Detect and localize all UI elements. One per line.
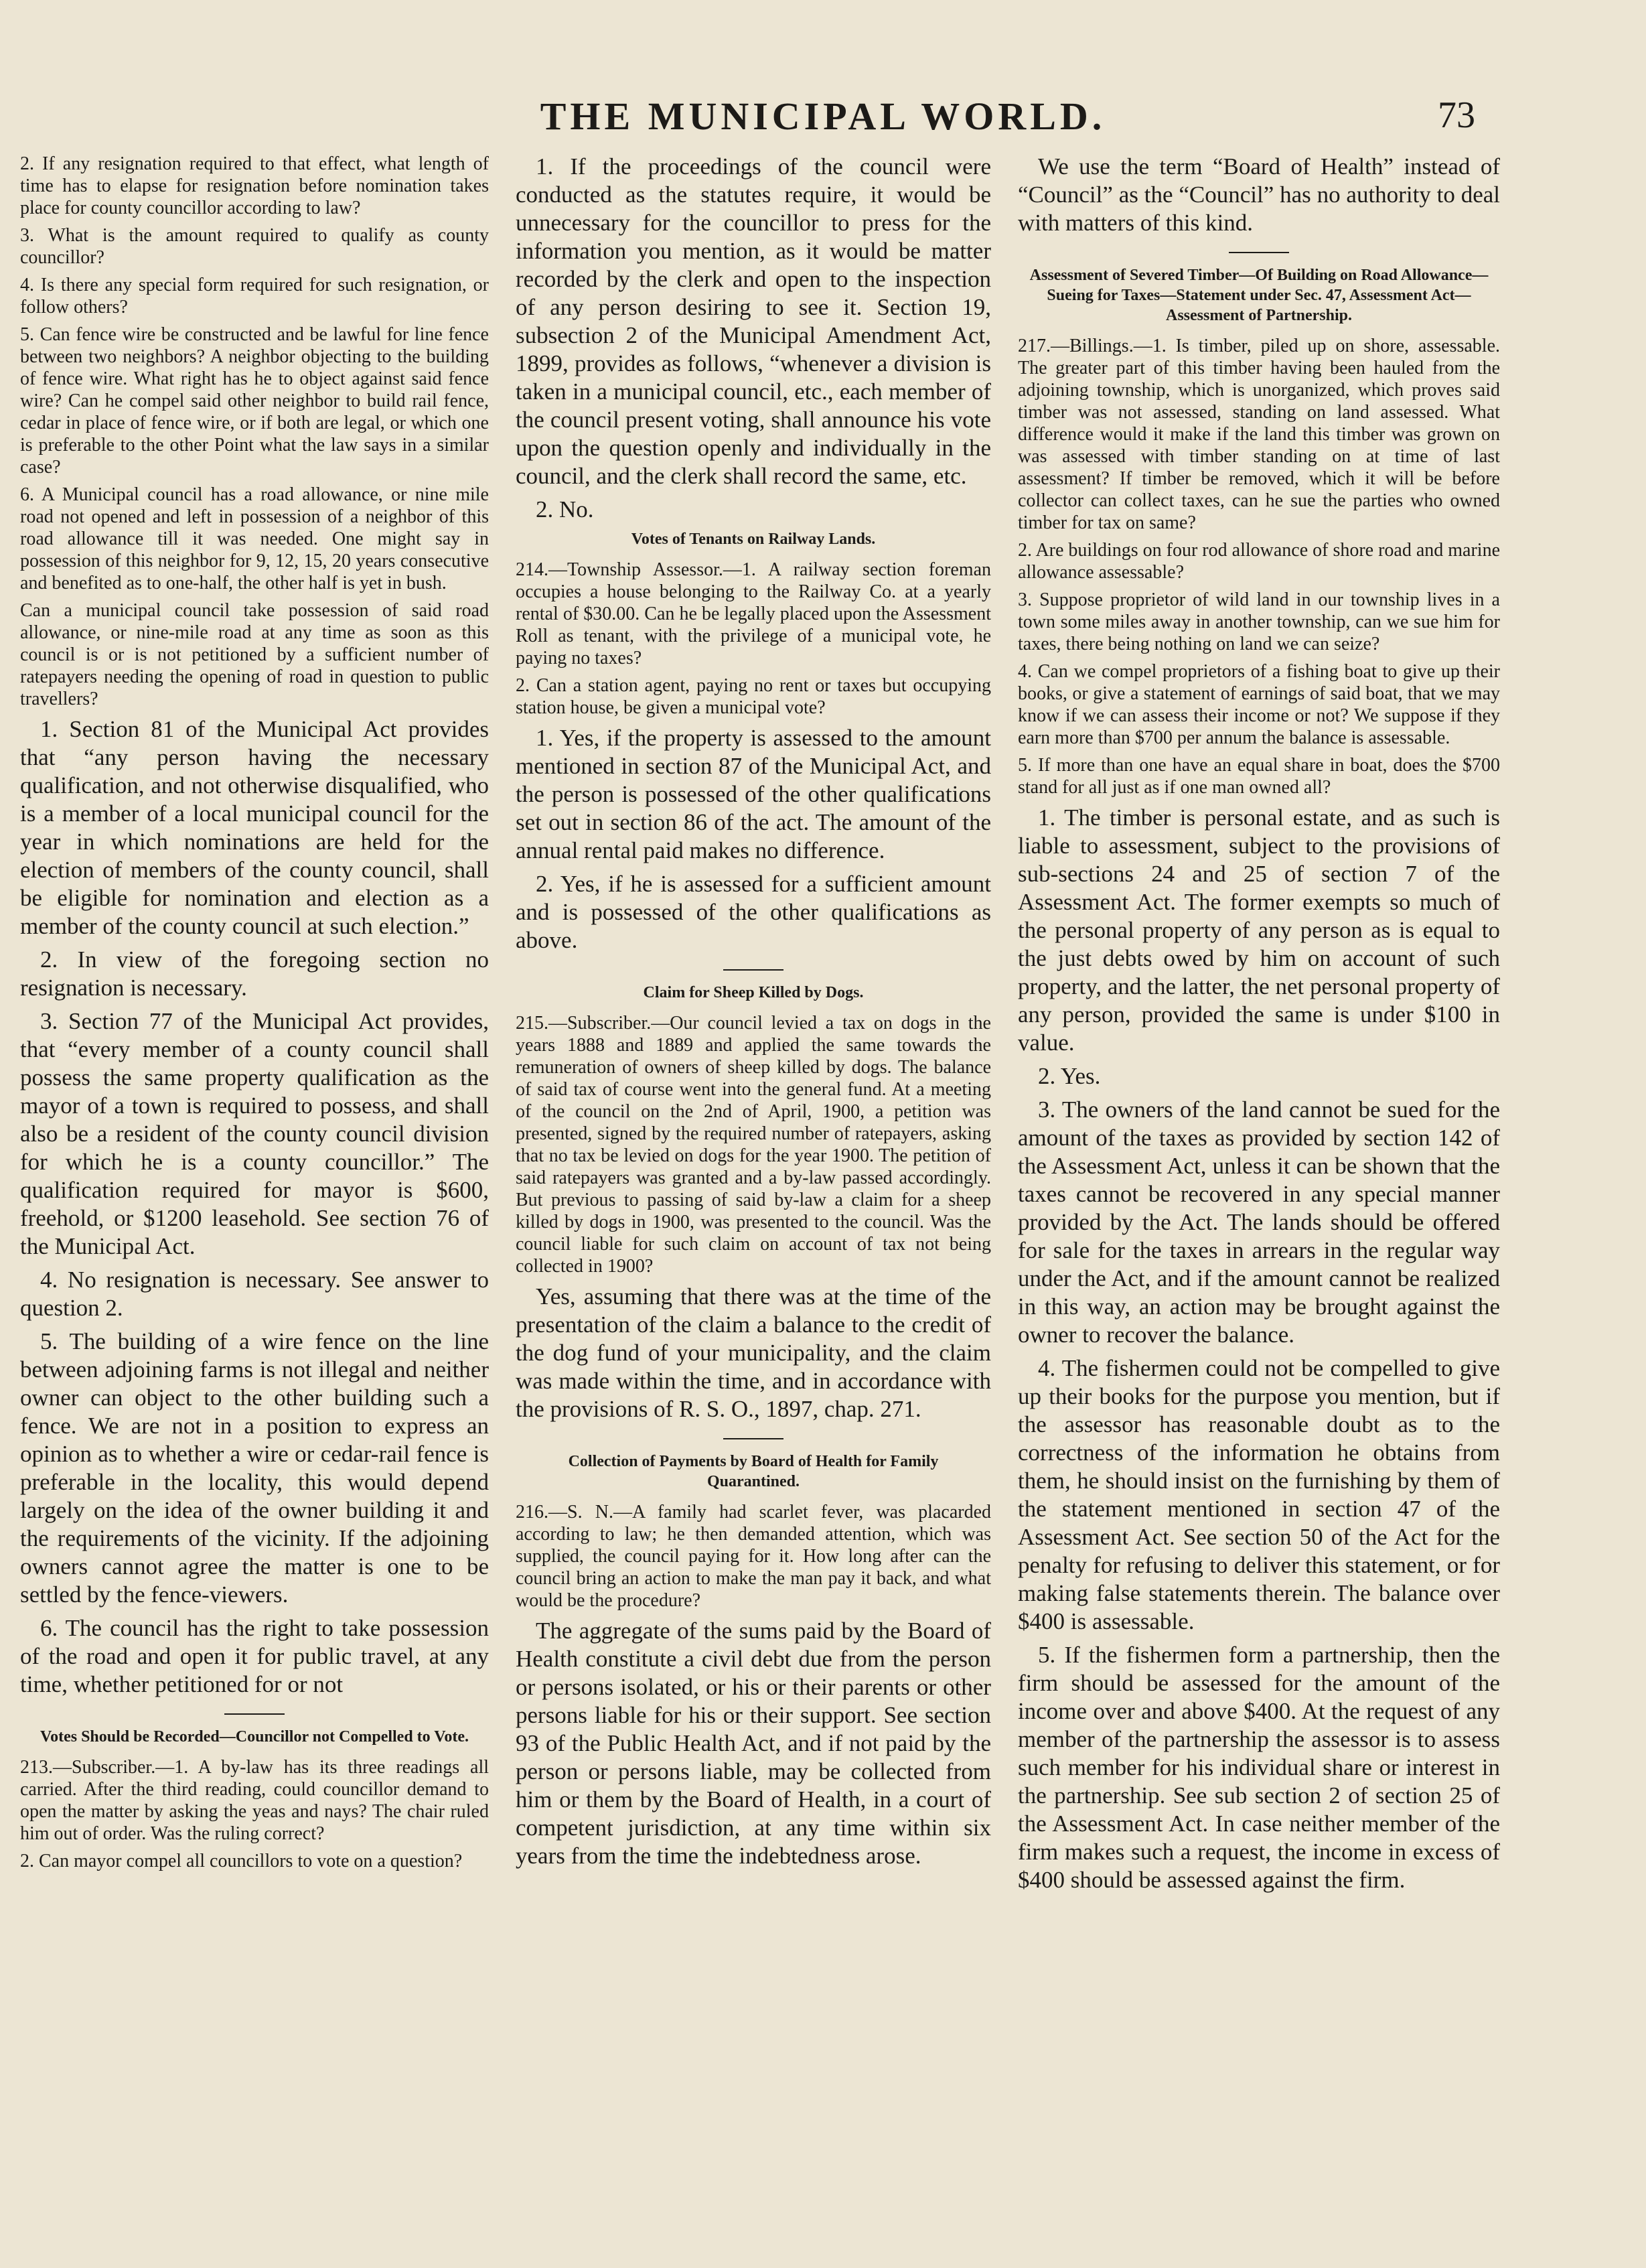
answer-paragraph: 1. The timber is personal estate, and as such is liable to assessment, subject to the provisions of sub-sections 24 and 25 of section 7 of the Assessment Act. The former exempts so much of the personal property of any person as is equal to the just debts owed by him on account of such property, and the latter, the net personal property of any person, provided the same is under $100 in value.: [1018, 804, 1500, 1056]
section-heading: Votes of Tenants on Railway Lands.: [631, 530, 876, 548]
page-header: [0, 94, 1646, 141]
answer-paragraph: 2. No.: [536, 496, 594, 522]
answer-paragraph: 1. Section 81 of the Municipal Act provides that “any person having the necessary qualification, and not otherwise disqualified, who is a member of a local municipal council for the year in which nominations are held for the election of members of the county council, shall be eligible for nomination and election as a member of the county council at such election.”: [20, 716, 489, 939]
section-heading: Collection of Payments by Board of Health for Family Quarantined.: [568, 1453, 939, 1490]
page-number: 73: [1438, 94, 1475, 136]
section-divider: [723, 1438, 783, 1439]
answer-paragraph: 6. The council has the right to take possession of the road and open it for public travel, at any time, whether petitioned for or not: [20, 1615, 489, 1697]
answer-paragraph: 1. If the proceedings of the council were conducted as the statutes require, it would be unnecessary for the councillor to press for the information you mention, as it would be matter recorded by the clerk and open to the inspection of any person desiring to see it. Section 19, subsection 2 of the Municipal Amendment Act, 1899, provides as follows, “whenever a division is taken in a municipal council, etc., each member of the council present voting, shall announce his vote upon the question openly and individually in the council, and the clerk shall record the same, etc.: [516, 153, 991, 489]
section-divider: [1229, 252, 1289, 253]
answer-paragraph: 4. The fishermen could not be compelled to give up their books for the purpose you mention, but if the assessor has reasonable doubt as to the correctness of the information he obtains from them, he should insist on the furnishing by them of the statement mentioned in section 47 of the Assessment Act. See section 50 of the Act for the penalty for refusing to deliver this statement, or for making false statements therein. The balance over $400 is assessable.: [1018, 1355, 1500, 1634]
answer-paragraph: 5. The building of a wire fence on the line between adjoining farms is not illegal and neither owner can object to the other building such a fence. We are not in a position to express an opinion as to whether a wire or cedar-rail fence is preferable in the locality, this would depend largely on the idea of the owner building it and the requirements of the vicinity. If the adjoining owners cannot agree the matter is one to be settled by the fence-viewers.: [20, 1328, 489, 1608]
question-paragraph: 3. Suppose proprietor of wild land in our township lives in a town some miles away in another township, can we sue him for taxes, there being nothing on land we can seize?: [1018, 589, 1500, 654]
section-divider: [723, 969, 783, 971]
section-heading: Votes Should be Recorded—Councillor not Compelled to Vote.: [40, 1728, 469, 1746]
question-paragraph: 5. Can fence wire be constructed and be lawful for line fence between two neighbors? A neighbor objecting to the building of fence wire. What right has he to object against said fence wire? Can he compel said other neighbor to build rail fence, cedar in place of fence wire, or if both are legal, or which one is preferable to the other Point what the law says in a similar case?: [20, 324, 489, 478]
question-paragraph: 4. Can we compel proprietors of a fishing boat to give up their books, or give a statement of earnings of said boat, that we may know if we can assess their income or not? We suppose if they earn more than $700 per annum the balance is assessable.: [1018, 661, 1500, 748]
answer-paragraph: 3. Section 77 of the Municipal Act provides, that “every member of a county council shall possess the same property qualification as the mayor of a town is required to possess, and shall also be a resident of the county council division for which he is a county councillor.” The qualification required for mayor is $600, freehold, or $1200 leasehold. See section 76 of the Municipal Act.: [20, 1008, 489, 1259]
question-paragraph: 215.—Subscriber.—Our council levied a tax on dogs in the years 1888 and 1889 and applied the same towards the remuneration of owners of sheep killed by dogs. The balance of said tax of course went into the general fund. At a meeting of the council on the 2nd of April, 1900, a petition was presented, signed by the required number of ratepayers, asking that no tax be levied on dogs for the year 1900. The petition of said ratepayers was granted and a by-law passed accordingly. But previous to passing of said by-law a claim for a sheep killed by dogs in 1900, was presented to the council. Was the council liable for such claim on account of tax not being collected in 1900?: [516, 1013, 991, 1277]
question-paragraph: Can a municipal council take possession of said road allowance, or nine-mile road at any time as soon as this council is or is not petitioned by a sufficient number of ratepayers needing the opening of road in question to public travellers?: [20, 600, 489, 709]
question-paragraph: 2. Can a station agent, paying no rent or taxes but occupying station house, be given a municipal vote?: [516, 675, 991, 718]
answer-paragraph: 2. Yes.: [1038, 1063, 1101, 1089]
question-paragraph: 3. What is the amount required to qualify as county councillor?: [20, 225, 489, 268]
question-paragraph: 6. A Municipal council has a road allowance, or nine mile road not opened and left in possession of a neighbor of this road allowance till it was needed. One might say in possession of this neighbor for 9, 12, 15, 20 years consecutive and benefited as to one-half, the other half is yet in bush.: [20, 484, 489, 593]
answer-paragraph: 1. Yes, if the property is assessed to the amount mentioned in section 87 of the Municipal Act, and the person is possessed of the other qualifications set out in section 86 of the act. The amount of the annual rental paid makes no difference.: [516, 725, 991, 863]
answer-paragraph: Yes, assuming that there was at the time of the presentation of the claim a balance to the credit of the dog fund of your municipality, and the claim was made within the time, and in accordance with the provisions of R. S. O., 1897, chap. 271.: [516, 1283, 991, 1422]
answer-paragraph: 2. In view of the foregoing section no resignation is necessary.: [20, 946, 489, 1001]
question-paragraph: 217.—Billings.—1. Is timber, piled up on shore, assessable. The greater part of this timber having been hauled from the adjoining township, which is unorganized, which proves said timber was not assessed, standing on land assessed. What difference would it make if the land this timber was grown on was assessed with timber standing on at time of last assessment? If timber be removed, which it will be before collector can collect taxes, can he sue the parties who owned timber for tax on same?: [1018, 336, 1500, 533]
answer-paragraph: 2. Yes, if he is assessed for a sufficient amount and is possessed of the other qualifications as above.: [516, 871, 991, 953]
section-heading: Assessment of Severed Timber—Of Building on Road Allowance—Sueing for Taxes—Statement under Sec. 47, Assessment Act—Assessment of Partnership.: [1029, 267, 1489, 324]
answer-paragraph: 4. No resignation is necessary. See answer to question 2.: [20, 1267, 489, 1321]
question-paragraph: 5. If more than one have an equal share in boat, does the $700 stand for all just as if one man owned all?: [1018, 755, 1500, 798]
question-paragraph: 2. If any resignation required to that effect, what length of time has to elapse for resignation before nomination takes place for county councillor according to law?: [20, 153, 489, 218]
answer-paragraph: 3. The owners of the land cannot be sued for the amount of the taxes as provided by section 142 of the Assessment Act, unless it can be shown that the taxes cannot be recovered in any special manner provided by the Act. The lands should be offered for sale for the taxes in arrears in the regular way under the Act, and if the amount cannot be realized in this way, an action may be brought against the owner to recover the balance.: [1018, 1096, 1500, 1348]
publication-title: THE MUNICIPAL WORLD.: [540, 94, 1106, 138]
question-paragraph: 216.—S. N.—A family had scarlet fever, was placarded according to law; he then demanded attention, which was supplied, the council paying for it. How long after can the council bring an action to make the man pay it back, and what would be the procedure?: [516, 1502, 991, 1611]
question-paragraph: 213.—Subscriber.—1. A by-law has its three readings all carried. After the third reading, could councillor demand to open the matter by asking the yeas and nays? The chair ruled him out of order. Was the ruling correct?: [20, 1757, 489, 1844]
question-paragraph: 214.—Township Assessor.—1. A railway section foreman occupies a house belonging to the Railway Co. at a yearly rental of $30.00. Can he be legally placed upon the Assessment Roll as tenant, with the privilege of a municipal vote, he paying no taxes?: [516, 559, 991, 668]
section-divider: [224, 1713, 285, 1715]
section-heading: Claim for Sheep Killed by Dogs.: [643, 984, 864, 1001]
answer-paragraph: The aggregate of the sums paid by the Board of Health constitute a civil debt due from the person or persons isolated, or his or their parents or other persons liable for his or their support. See section 93 of the Public Health Act, and if not paid by the person or persons liable, may be collected from him or them by the Board of Health, in a court of competent jurisdiction, at any time within six years from the time the indebtedness arose.: [516, 1618, 991, 1869]
question-paragraph: 4. Is there any special form required for such resignation, or follow others?: [20, 275, 489, 317]
answer-paragraph: We use the term “Board of Health” instead of “Council” as the “Council” has no authority to deal with matters of this kind.: [1018, 153, 1500, 236]
answer-paragraph: 5. If the fishermen form a partnership, then the firm should be assessed for the amount of the income over and above $400. At the request of any member of the partnership the assessor is to assess such member for his individual share or interest in the partnership. See sub section 2 of section 25 of the Assessment Act. In case neither member of the firm makes such a request, the income in excess of $400 should be assessed against the firm.: [1018, 1642, 1500, 1893]
column-left: [20, 153, 489, 2228]
question-paragraph: 2. Are buildings on four rod allowance of shore road and marine allowance assessable?: [1018, 540, 1500, 583]
question-paragraph: 2. Can mayor compel all councillors to vote on a question?: [20, 1851, 463, 1871]
column-middle: [516, 153, 991, 2228]
column-right: [1018, 153, 1500, 2228]
